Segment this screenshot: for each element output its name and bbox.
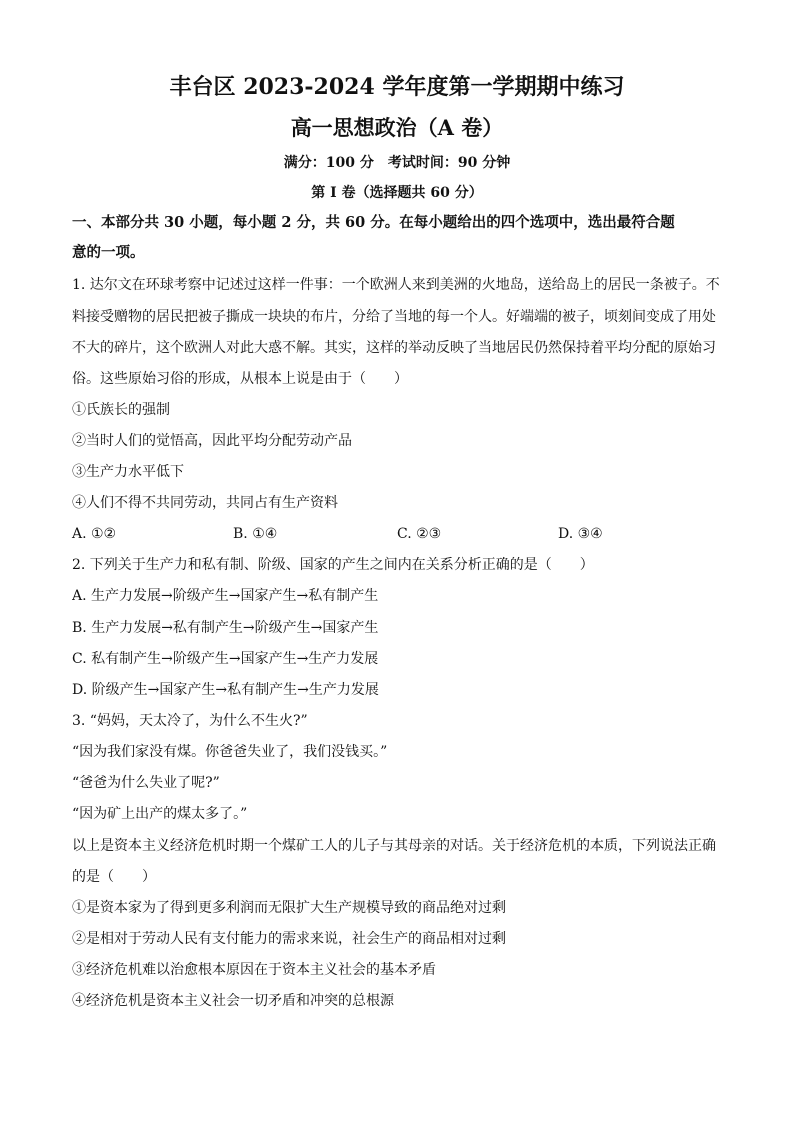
q1-option-d[interactable]: D. ③④ [558,526,603,542]
q2-option-a[interactable]: A. 生产力发展→阶级产生→国家产生→私有制产生 [72,588,379,604]
q3-dialogue-line: 3. “妈妈，天太冷了，为什么不生火?” [72,713,308,729]
q3-statement: ①是资本家为了得到更多利润而无限扩大生产规模导致的商品绝对过剩 [72,900,506,916]
instructions-line-2: 意的一项。 [72,244,145,261]
q1-stem-line: 1. 达尔文在环球考察中记述过这样一件事：一个欧洲人来到美洲的火地岛，送给岛上的居民一条被子。不 [72,277,720,293]
q2-option-d[interactable]: D. 阶级产生→国家产生→私有制产生→生产力发展 [72,682,379,698]
q1-statement: ②当时人们的觉悟高，因此平均分配劳动产品 [72,433,352,449]
q2-option-b[interactable]: B. 生产力发展→私有制产生→阶级产生→国家产生 [72,620,379,636]
q3-dialogue-line: “因为矿上出产的煤太多了。” [72,806,248,822]
exam-meta: 满分：100 分 考试时间：90 分钟 [283,155,511,171]
q1-option-b[interactable]: B. ①④ [233,526,278,542]
q1-statement: ①氏族长的强制 [72,402,170,418]
q1-statement: ③生产力水平低下 [72,464,184,480]
q3-statement: ②是相对于劳动人民有支付能力的需求来说，社会生产的商品相对过剩 [72,931,506,947]
q3-dialogue-line: “爸爸为什么失业了呢?” [72,775,220,791]
instructions-line-1: 一、本部分共 30 小题，每小题 2 分，共 60 分。在每小题给出的四个选项中，选出最符合题 [72,214,675,231]
exam-subtitle: 高一思想政治（A 卷） [290,115,504,140]
q1-statement: ④人们不得不共同劳动，共同占有生产资料 [72,495,338,511]
q3-dialogue-line: “因为我们家没有煤。你爸爸失业了，我们没钱买。” [72,744,388,760]
q2-option-c[interactable]: C. 私有制产生→阶级产生→国家产生→生产力发展 [72,651,379,667]
q3-stem-line: 以上是资本主义经济危机时期一个煤矿工人的儿子与其母亲的对话。关于经济危机的本质，下列说法正确 [72,838,716,854]
q3-stem-line: 的是（ ） [72,869,156,885]
q1-stem-line: 不大的碎片，这个欧洲人对此大惑不解。其实，这样的举动反映了当地居民仍然保持着平均分配的原始习 [72,340,716,356]
q1-stem-line: 料接受赠物的居民把被子撕成一块块的布片，分给了当地的每一个人。好端端的被子，顷刻间变成了用处 [72,309,716,325]
q1-option-a[interactable]: A. ①② [72,526,117,542]
q1-option-c[interactable]: C. ②③ [397,526,442,542]
q2-stem: 2. 下列关于生产力和私有制、阶级、国家的产生之间内在关系分析正确的是（ ） [72,557,594,573]
q3-statement: ③经济危机难以治愈根本原因在于资本主义社会的基本矛盾 [72,962,436,978]
q1-stem-line: 俗。这些原始习俗的形成，从根本上说是由于（ ） [72,371,408,387]
exam-title: 丰台区 2023-2024 学年度第一学期期中练习 [169,74,625,100]
q3-statement: ④经济危机是资本主义社会一切矛盾和冲突的总根源 [72,993,394,1009]
section-heading: 第 I 卷（选择题共 60 分） [311,185,483,201]
